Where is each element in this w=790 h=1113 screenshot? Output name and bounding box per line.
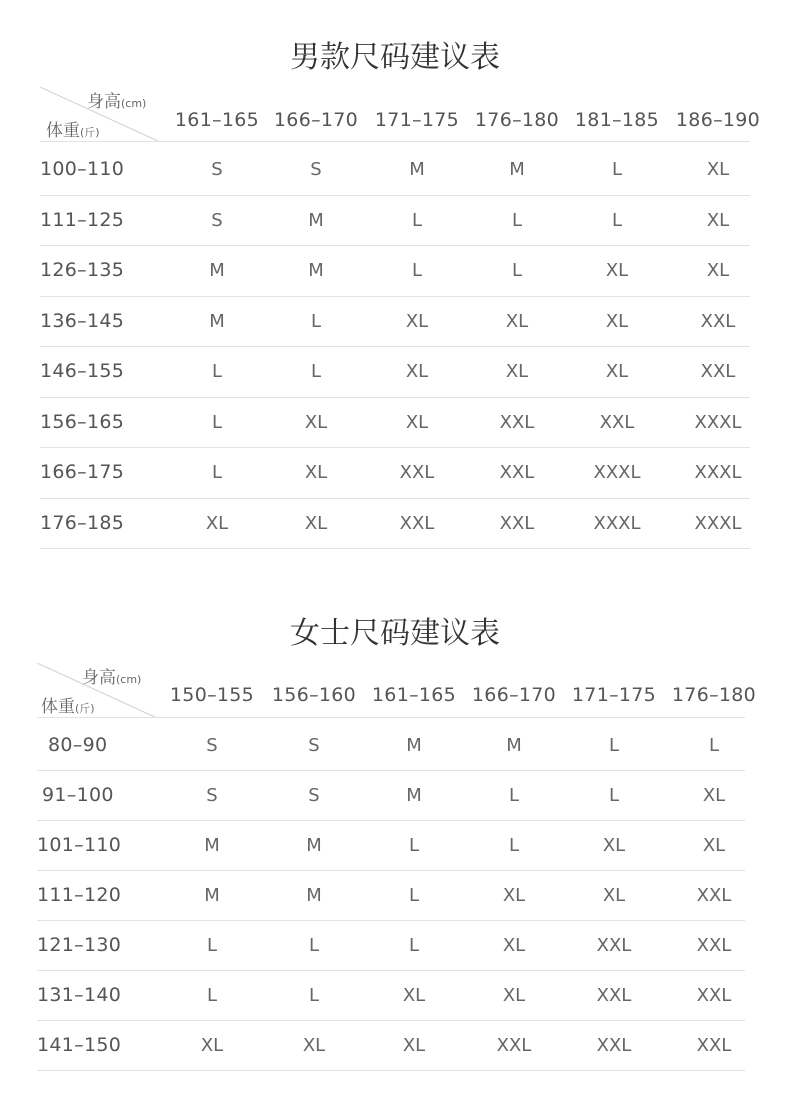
size-cell: M [308, 260, 324, 281]
weight-range-cell: 121–130 [37, 934, 122, 956]
height-column-header: 166–170 [471, 684, 557, 706]
size-cell: XXL [596, 1035, 632, 1056]
size-cell: XL [502, 935, 526, 956]
size-cell: S [310, 159, 322, 180]
weight-range-cell: 156–165 [40, 410, 125, 433]
size-cell: XL [702, 835, 726, 856]
size-cell: L [611, 209, 623, 231]
table-row [37, 871, 745, 921]
size-cell: XXXL [694, 462, 742, 483]
table-row [37, 921, 745, 971]
size-cell: XXL [399, 512, 435, 534]
weight-range-cell: 101–110 [37, 834, 122, 856]
weight-range-cell: 126–135 [40, 259, 125, 281]
size-cell: L [508, 835, 520, 856]
size-cell: M [306, 885, 322, 906]
height-column-header: 156–160 [271, 684, 357, 706]
size-cell: XL [402, 1035, 426, 1056]
height-column-header: 186–190 [675, 109, 761, 131]
size-cell: L [411, 260, 423, 281]
size-cell: XL [405, 310, 429, 332]
size-cell: L [308, 985, 320, 1006]
size-cell: L [608, 735, 620, 756]
size-cell: XXXL [694, 512, 742, 534]
height-column-header: 181–185 [574, 109, 660, 131]
size-cell: S [211, 209, 223, 231]
height-column-header: 161–165 [174, 109, 260, 131]
table-row [37, 1021, 745, 1071]
height-column-header: 176–180 [671, 684, 757, 706]
size-cell: XXL [596, 985, 632, 1006]
size-cell: XL [405, 361, 429, 382]
height-column-header: 171–175 [571, 684, 657, 706]
size-cell: XXL [499, 512, 535, 534]
size-cell: M [209, 310, 225, 332]
size-cell: L [206, 985, 218, 1006]
size-cell: XL [605, 361, 629, 382]
size-cell: S [308, 735, 320, 756]
size-cell: XXXL [593, 512, 641, 534]
size-cell: XL [602, 885, 626, 906]
size-cell: L [211, 411, 223, 433]
size-cell: XL [505, 361, 529, 382]
size-cell: XL [304, 512, 328, 534]
size-cell: L [608, 785, 620, 806]
size-cell: XL [706, 260, 730, 281]
corner-header [37, 663, 157, 718]
size-cell: L [611, 159, 623, 180]
height-column-header: 171–175 [374, 109, 460, 131]
size-cell: L [408, 835, 420, 856]
weight-range-cell: 141–150 [37, 1034, 122, 1056]
height-axis-label: 身高(cm) [87, 92, 147, 112]
table-row [40, 398, 750, 449]
size-cell: XXL [696, 935, 732, 956]
size-cell: S [308, 785, 320, 806]
size-cell: XXL [696, 985, 732, 1006]
size-cell: M [306, 835, 322, 856]
weight-axis-label: 体重(斤) [41, 697, 95, 717]
size-cell: XXL [599, 411, 635, 433]
size-cell: L [206, 935, 218, 956]
size-cell: L [508, 785, 520, 806]
size-cell: XXL [399, 462, 435, 483]
size-cell: M [308, 209, 324, 231]
weight-range-cell: 80–90 [48, 734, 108, 756]
table-row [40, 499, 750, 550]
size-cell: M [406, 785, 422, 806]
table-row [40, 448, 750, 499]
size-cell: XL [304, 411, 328, 433]
size-cell: XL [702, 785, 726, 806]
size-cell: XL [605, 260, 629, 281]
weight-range-cell: 176–185 [40, 511, 125, 534]
size-cell: XXL [700, 310, 736, 332]
weight-range-cell: 166–175 [40, 461, 125, 483]
size-cell: XXXL [694, 411, 742, 433]
weight-range-cell: 146–155 [40, 360, 125, 382]
size-cell: XL [502, 885, 526, 906]
table-row [37, 821, 745, 871]
size-cell: XXL [596, 935, 632, 956]
size-cell: M [204, 835, 220, 856]
weight-range-cell: 131–140 [37, 984, 122, 1006]
size-cell: S [206, 735, 218, 756]
height-column-header: 150–155 [169, 684, 255, 706]
table-row [37, 771, 745, 821]
size-cell: M [209, 260, 225, 281]
weight-range-cell: 136–145 [40, 309, 125, 332]
size-cell: XL [200, 1035, 224, 1056]
size-cell: M [409, 159, 425, 180]
size-cell: L [211, 361, 223, 382]
size-cell: XL [302, 1035, 326, 1056]
weight-range-cell: 111–120 [37, 884, 122, 906]
size-cell: XL [502, 985, 526, 1006]
size-cell: XXXL [593, 462, 641, 483]
women-size-chart-title: 女士尺码建议表 [290, 616, 500, 651]
corner-header [40, 87, 160, 142]
weight-range-cell: 111–125 [40, 208, 125, 231]
size-cell: L [511, 209, 523, 231]
size-cell: L [511, 260, 523, 281]
size-cell: S [211, 159, 223, 180]
size-cell: M [506, 735, 522, 756]
table-row [40, 145, 750, 196]
weight-range-cell: 100–110 [40, 158, 125, 180]
size-cell: XL [402, 985, 426, 1006]
size-cell: XL [205, 512, 229, 534]
size-cell: XL [706, 209, 730, 231]
size-cell: L [211, 462, 223, 483]
table-row [37, 971, 745, 1021]
header-divider [37, 717, 745, 718]
size-cell: XXL [496, 1035, 532, 1056]
size-cell: XL [304, 462, 328, 483]
table-row [40, 297, 750, 348]
size-cell: XXL [700, 361, 736, 382]
height-column-header: 176–180 [474, 109, 560, 131]
table-row [40, 196, 750, 247]
table-row [37, 721, 745, 771]
size-cell: XL [505, 310, 529, 332]
size-cell: S [206, 785, 218, 806]
size-cell: XXL [499, 462, 535, 483]
men-size-chart-title: 男款尺码建议表 [290, 40, 500, 75]
size-cell: XL [602, 835, 626, 856]
weight-range-cell: 91–100 [42, 784, 114, 806]
size-cell: L [310, 361, 322, 382]
size-cell: XL [706, 159, 730, 180]
size-cell: XXL [696, 885, 732, 906]
size-cell: L [411, 209, 423, 231]
table-row [40, 347, 750, 398]
size-cell: XXL [499, 411, 535, 433]
header-divider [40, 141, 750, 142]
height-axis-label: 身高(cm) [82, 668, 142, 688]
weight-axis-label: 体重(斤) [46, 121, 100, 141]
table-row [40, 246, 750, 297]
size-cell: L [308, 935, 320, 956]
size-cell: M [406, 735, 422, 756]
size-cell: XL [405, 411, 429, 433]
size-cell: XL [605, 310, 629, 332]
size-cell: L [310, 310, 322, 332]
height-column-header: 161–165 [371, 684, 457, 706]
size-cell: L [708, 735, 720, 756]
size-cell: L [408, 935, 420, 956]
size-cell: XXL [696, 1035, 732, 1056]
size-cell: L [408, 885, 420, 906]
height-column-header: 166–170 [273, 109, 359, 131]
size-cell: M [509, 159, 525, 180]
size-cell: M [204, 885, 220, 906]
